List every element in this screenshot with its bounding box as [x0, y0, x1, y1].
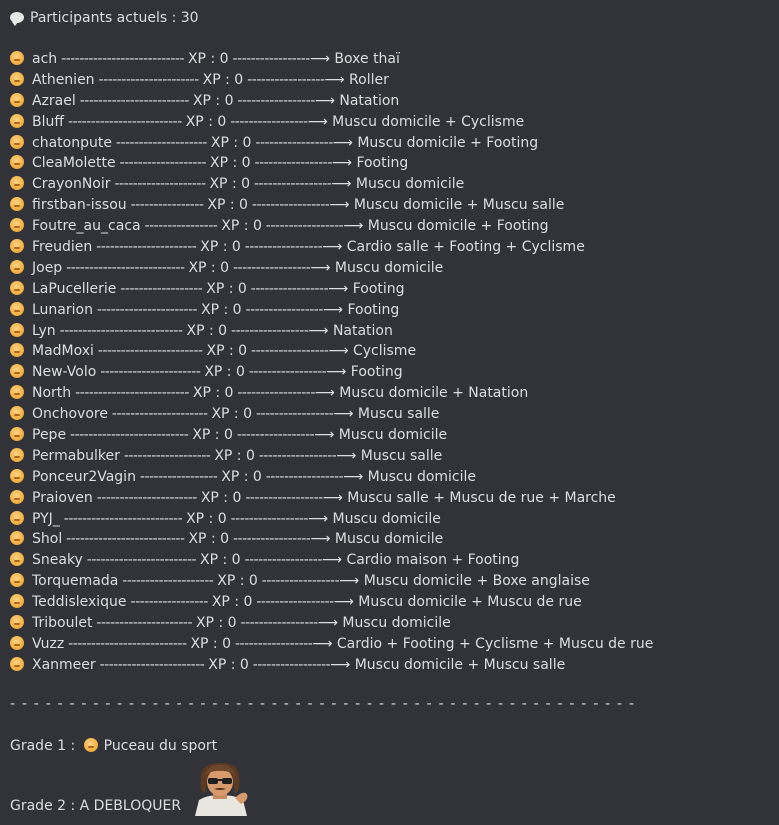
participants-count-text: Participants actuels : 30: [30, 10, 199, 26]
participant-xp: XP : 0: [204, 364, 245, 381]
dash-leader: ------------------------: [75, 92, 193, 109]
participant-row: [10, 488, 653, 509]
participant-row: [10, 153, 653, 174]
participant-name: ach: [32, 51, 58, 67]
baby-emoji-icon: [10, 615, 24, 629]
dash-leader: ---------------------------: [57, 51, 188, 67]
participant-name: Vuzz: [32, 635, 65, 652]
dash-leader: -----------------: [233, 92, 315, 109]
participants-list: [10, 49, 653, 676]
participant-xp: XP : 0: [188, 259, 230, 276]
participant-xp: XP : 0: [221, 468, 262, 485]
participant-sports: Footing: [356, 155, 409, 172]
dash-leader: ----------------: [126, 197, 208, 214]
participant-xp: XP : 0: [207, 197, 248, 214]
participant-xp: XP : 0: [206, 343, 248, 360]
dash-leader: ----------------------: [96, 364, 205, 381]
dash-leader: -----------------: [261, 468, 344, 485]
participant-name: New-Volo: [32, 364, 97, 381]
participant-name: Permabulker: [32, 447, 120, 464]
dash-leader: --------------------------: [66, 427, 193, 444]
dash-leader: -----------------: [257, 573, 340, 590]
participant-xp: XP : 0: [202, 71, 244, 88]
baby-emoji-icon: [10, 594, 24, 608]
baby-emoji-icon: [10, 657, 24, 671]
participant-row: [10, 362, 653, 383]
dash-leader: --------------------: [118, 573, 218, 590]
dash-leader: -----------------: [250, 155, 332, 172]
dash-leader: -----------------: [254, 447, 337, 464]
participants-count: [10, 8, 199, 28]
long-arrow-icon: ⟶: [322, 489, 348, 506]
baby-emoji-icon: [10, 155, 24, 169]
participant-xp: XP : 0: [190, 635, 232, 652]
dash-leader: ----------------: [140, 218, 222, 235]
participant-row: [10, 321, 653, 342]
participant-sports: Boxe thaï: [334, 51, 400, 67]
participant-name: Athenien: [32, 71, 95, 88]
participant-row: [10, 112, 653, 133]
long-arrow-icon: ⟶: [328, 280, 353, 297]
baby-emoji-icon: [10, 636, 24, 650]
participant-row: [10, 634, 653, 655]
participant-sports: Footing: [350, 364, 403, 381]
participant-sports: Muscu domicile + Footing: [367, 218, 549, 235]
long-arrow-icon: ⟶: [314, 427, 339, 444]
participant-row: [10, 613, 653, 634]
baby-emoji-icon: [10, 93, 24, 107]
participant-xp: XP : 0: [221, 218, 262, 235]
long-arrow-icon: ⟶: [329, 197, 354, 214]
baby-emoji-icon: [10, 218, 24, 232]
participant-row: [10, 279, 653, 300]
participant-row: [10, 216, 653, 237]
participant-xp: XP : 0: [211, 406, 253, 423]
baby-emoji-icon: [10, 197, 24, 211]
participant-sports: Roller: [349, 71, 389, 88]
participant-row: [10, 571, 653, 592]
participant-row: [10, 592, 653, 613]
dash-leader: -----------------: [247, 343, 329, 360]
participant-sports: Footing: [352, 280, 405, 297]
participant-sports: Muscu domicile + Muscu salle: [354, 656, 566, 673]
dash-leader: -----------------: [252, 594, 334, 611]
participant-name: Xanmeer: [32, 656, 96, 673]
sunglasses-man-sticker: [189, 760, 251, 816]
participant-name: CleaMolette: [32, 155, 116, 172]
participant-name: Triboulet: [32, 615, 93, 632]
participant-sports: Natation: [339, 92, 400, 109]
dash-leader: -------------------------: [64, 113, 186, 130]
participant-sports: Muscu domicile + Muscu salle: [353, 197, 565, 214]
long-arrow-icon: ⟶: [331, 176, 356, 193]
long-arrow-icon: ⟶: [326, 364, 351, 381]
long-arrow-icon: ⟶: [307, 510, 333, 527]
dash-leader: -----------------: [135, 468, 222, 485]
long-arrow-icon: ⟶: [324, 71, 350, 88]
long-arrow-icon: ⟶: [343, 468, 368, 485]
participant-row: [10, 550, 653, 571]
dash-leader: -----------------: [241, 301, 323, 318]
baby-emoji-icon: [10, 469, 24, 483]
participant-sports: Muscu domicile: [355, 176, 465, 193]
participant-xp: XP : 0: [187, 51, 229, 67]
baby-emoji-icon: [10, 364, 24, 378]
participant-name: Praioven: [32, 489, 93, 506]
participant-sports: Muscu domicile: [334, 531, 444, 548]
dash-leader: --------------------: [111, 134, 211, 151]
participant-row: [10, 258, 653, 279]
participant-sports: Muscu domicile + Natation: [339, 385, 529, 402]
participant-sports: Muscu domicile + Footing: [357, 134, 539, 151]
dash-leader: -----------------: [231, 635, 313, 652]
dash-leader: -----------------: [261, 218, 344, 235]
dash-leader: -----------------: [228, 51, 310, 67]
participant-sports: Cardio maison + Footing: [346, 552, 520, 569]
participant-sports: Cardio salle + Footing + Cyclisme: [346, 239, 585, 256]
participant-sports: Muscu domicile: [367, 468, 477, 485]
dash-leader: ---------------------------: [55, 322, 187, 339]
baby-emoji-icon: [10, 343, 24, 357]
participant-sports: Muscu domicile: [332, 510, 441, 527]
participant-row: [10, 509, 653, 530]
dash-leader: -----------------: [246, 280, 329, 297]
separator-line: - - - - - - - - - - - - - - - - - - - - - - - - - - - - - - - - - - - - - - - - - - - - - - - - - - - - -: [10, 696, 636, 712]
baby-emoji-icon: [10, 302, 24, 316]
dash-leader: -----------------: [226, 113, 308, 130]
participant-xp: XP : 0: [186, 510, 227, 527]
participant-xp: XP : 0: [200, 489, 242, 506]
dash-leader: -----------------: [248, 656, 331, 673]
participant-xp: XP : 0: [209, 176, 251, 193]
baby-emoji-icon: [10, 281, 24, 295]
long-arrow-icon: ⟶: [309, 51, 335, 67]
participant-row: [10, 467, 653, 488]
participant-sports: Muscu domicile: [342, 615, 451, 632]
long-arrow-icon: ⟶: [333, 406, 358, 423]
baby-emoji-icon: [10, 135, 24, 149]
participant-sports: Muscu salle: [357, 406, 440, 423]
participant-xp: XP : 0: [186, 322, 228, 339]
dash-leader: -----------------------: [95, 656, 209, 673]
baby-emoji-icon: [10, 490, 24, 504]
long-arrow-icon: ⟶: [330, 656, 355, 673]
dash-leader: -----------------: [240, 239, 323, 256]
long-arrow-icon: ⟶: [328, 343, 353, 360]
participant-xp: XP : 0: [200, 239, 241, 256]
participant-row: [10, 425, 653, 446]
participant-xp: XP : 0: [192, 385, 234, 402]
dash-leader: -----------------: [226, 510, 308, 527]
grade-1: [10, 738, 217, 754]
long-arrow-icon: ⟶: [331, 155, 357, 172]
participant-row: [10, 529, 653, 550]
dash-leader: -----------------: [251, 134, 333, 151]
dash-leader: -----------------: [250, 176, 332, 193]
baby-emoji-icon: [10, 72, 24, 86]
participant-sports: Muscu salle: [360, 447, 443, 464]
participant-row: [10, 341, 653, 362]
participant-name: Ponceur2Vagin: [32, 468, 136, 485]
baby-emoji-icon: [10, 51, 24, 65]
participant-row: [10, 195, 653, 216]
baby-emoji-icon: [10, 176, 24, 190]
participant-xp: XP : 0: [185, 113, 227, 130]
participant-name: Pepe: [32, 427, 67, 444]
baby-emoji-icon: [10, 406, 24, 420]
participant-row: [10, 49, 653, 70]
participant-name: North: [32, 385, 72, 402]
dash-leader: -------------------: [115, 155, 210, 172]
participant-xp: XP : 0: [206, 280, 247, 297]
participant-xp: XP : 0: [210, 155, 251, 172]
participant-row: [10, 133, 653, 154]
dash-leader: -----------------: [126, 594, 212, 611]
dash-leader: -----------------: [233, 385, 315, 402]
speech-bubble-icon: [10, 12, 24, 23]
long-arrow-icon: ⟶: [343, 218, 368, 235]
long-arrow-icon: ⟶: [314, 92, 340, 109]
participant-row: [10, 383, 653, 404]
participant-name: Torquemada: [32, 573, 119, 590]
dash-leader: -----------------: [227, 322, 309, 339]
dash-leader: ------------------------: [82, 552, 201, 569]
participant-name: Onchovore: [32, 406, 108, 423]
baby-emoji-icon: [10, 448, 24, 462]
participant-name: Shol: [32, 531, 63, 548]
long-arrow-icon: ⟶: [307, 113, 333, 130]
dash-leader: ------------------: [116, 280, 207, 297]
participant-sports: Muscu domicile + Cyclisme: [332, 113, 525, 130]
participant-xp: XP : 0: [200, 552, 241, 569]
dash-leader: -----------------: [229, 531, 311, 548]
long-arrow-icon: ⟶: [336, 447, 361, 464]
participant-xp: XP : 0: [214, 447, 255, 464]
participant-sports: Cardio + Footing + Cyclisme + Muscu de rue: [336, 635, 654, 652]
dash-leader: -----------------------: [93, 343, 207, 360]
long-arrow-icon: ⟶: [310, 531, 335, 548]
dash-leader: ----------------------: [92, 239, 201, 256]
dash-leader: ----------------------: [92, 301, 202, 318]
participant-sports: Muscu salle + Muscu de rue + Marche: [347, 489, 616, 506]
participant-name: Foutre_au_caca: [32, 218, 141, 235]
participant-name: CrayonNoir: [32, 176, 111, 193]
participant-sports: Muscu domicile + Boxe anglaise: [363, 573, 590, 590]
long-arrow-icon: ⟶: [308, 322, 333, 339]
participant-xp: XP : 0: [195, 615, 237, 632]
long-arrow-icon: ⟶: [321, 552, 347, 569]
participant-name: LaPucellerie: [32, 280, 117, 297]
grade-1-name: Puceau du sport: [103, 738, 218, 754]
baby-emoji-icon: [10, 531, 24, 545]
participant-name: Bluff: [32, 113, 65, 130]
long-arrow-icon: ⟶: [322, 301, 348, 318]
baby-emoji-icon: [10, 260, 24, 274]
baby-emoji-icon: [10, 552, 24, 566]
long-arrow-icon: ⟶: [322, 239, 347, 256]
dash-leader: ----------------------: [94, 71, 203, 88]
long-arrow-icon: ⟶: [312, 635, 337, 652]
participant-row: [10, 70, 653, 91]
participant-row: [10, 237, 653, 258]
dash-leader: -------------------: [119, 447, 215, 464]
long-arrow-icon: ⟶: [333, 594, 359, 611]
baby-emoji-icon: [10, 427, 24, 441]
dash-leader: -----------------: [229, 259, 311, 276]
dash-leader: -----------------: [252, 406, 334, 423]
baby-emoji-icon: [10, 573, 24, 587]
participant-row: [10, 300, 653, 321]
participant-row: [10, 655, 653, 676]
dash-leader: ---------------------: [92, 615, 196, 632]
dash-leader: --------------------------: [59, 510, 187, 527]
baby-emoji-icon: [10, 511, 24, 525]
grade-2: [10, 798, 181, 814]
participant-xp: XP : 0: [208, 656, 249, 673]
long-arrow-icon: ⟶: [339, 573, 364, 590]
long-arrow-icon: ⟶: [314, 385, 340, 402]
dash-leader: -----------------: [243, 71, 325, 88]
participant-sports: Muscu domicile: [334, 259, 444, 276]
dash-leader: ---------------------: [107, 406, 212, 423]
dash-leader: -----------------: [247, 197, 330, 214]
grade-1-label: Grade 1 :: [10, 738, 76, 754]
participant-name: Lyn: [32, 322, 56, 339]
participant-xp: XP : 0: [210, 134, 252, 151]
long-arrow-icon: ⟶: [310, 259, 335, 276]
dash-leader: --------------------------: [62, 259, 189, 276]
baby-emoji-icon: [10, 114, 24, 128]
dash-leader: -----------------: [240, 552, 322, 569]
participant-name: Lunarion: [32, 301, 93, 318]
participant-name: firstban-issou: [32, 197, 127, 214]
baby-emoji-icon: [84, 738, 98, 752]
grade-2-label: Grade 2 : A DEBLOQUER: [10, 798, 182, 814]
dash-leader: -----------------: [232, 427, 315, 444]
dash-leader: -------------------------: [71, 385, 193, 402]
participant-sports: Muscu domicile + Muscu de rue: [358, 594, 582, 611]
participant-xp: XP : 0: [201, 301, 242, 318]
baby-emoji-icon: [10, 323, 24, 337]
participant-xp: XP : 0: [188, 531, 230, 548]
participant-name: Azrael: [32, 92, 76, 109]
participant-name: Freudien: [32, 239, 93, 256]
participant-sports: Muscu domicile: [338, 427, 448, 444]
participant-name: Joep: [32, 259, 63, 276]
long-arrow-icon: ⟶: [332, 134, 358, 151]
dash-leader: --------------------------: [64, 635, 191, 652]
participant-row: [10, 404, 653, 425]
participant-sports: Footing: [347, 301, 400, 318]
participant-row: [10, 446, 653, 467]
participant-xp: XP : 0: [211, 594, 253, 611]
baby-emoji-icon: [10, 239, 24, 253]
dash-leader: -----------------: [244, 364, 327, 381]
participant-name: Sneaky: [32, 552, 83, 569]
participant-xp: XP : 0: [192, 92, 234, 109]
dash-leader: -----------------: [236, 615, 318, 632]
baby-emoji-icon: [10, 385, 24, 399]
dash-leader: --------------------: [110, 176, 210, 193]
participant-name: MadMoxi: [32, 343, 94, 360]
dash-leader: -----------------: [241, 489, 323, 506]
participant-sports: Cyclisme: [352, 343, 417, 360]
participant-name: PYJ_: [32, 510, 60, 527]
participant-row: [10, 91, 653, 112]
participant-name: Teddislexique: [32, 594, 127, 611]
dash-leader: ----------------------: [92, 489, 201, 506]
participant-name: chatonpute: [32, 134, 112, 151]
participant-xp: XP : 0: [192, 427, 233, 444]
participant-sports: Natation: [332, 322, 393, 339]
participant-xp: XP : 0: [217, 573, 258, 590]
participant-row: [10, 174, 653, 195]
dash-leader: --------------------------: [62, 531, 189, 548]
long-arrow-icon: ⟶: [317, 615, 343, 632]
